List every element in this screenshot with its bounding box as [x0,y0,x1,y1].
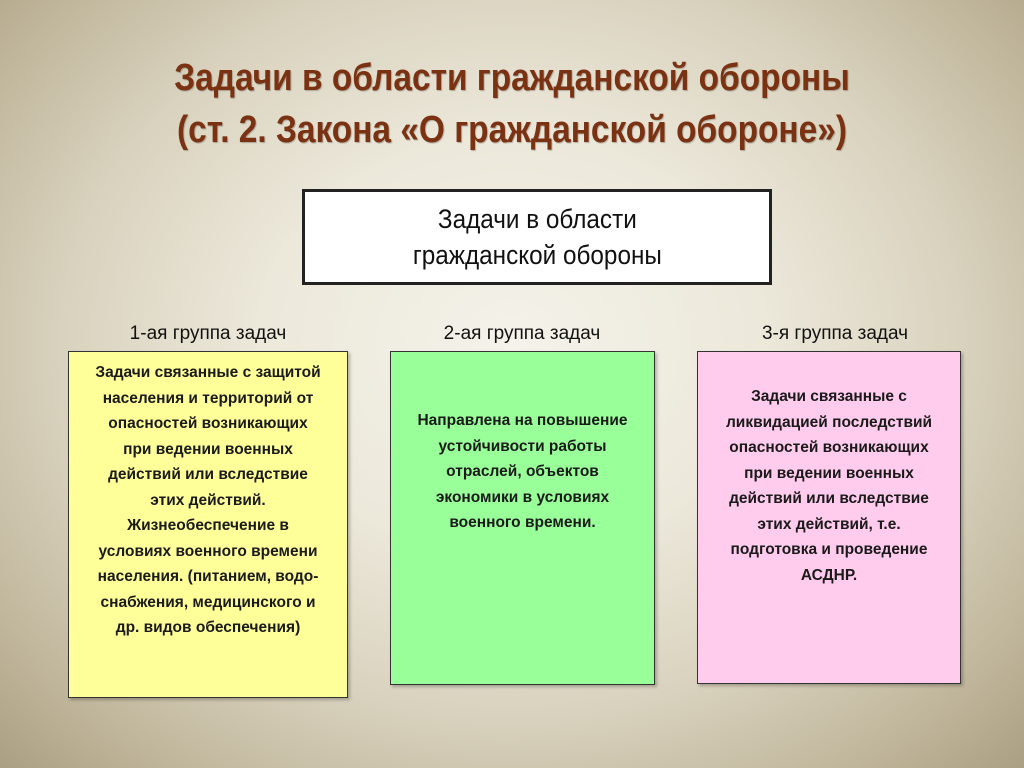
group-1-line: этих действий. [150,491,266,509]
main-concept-line-1: Задачи в области [437,204,637,234]
group-2-label: 2-ая группа задач [443,323,601,344]
group-1-line: действий или вследствие [108,466,308,483]
group-3-line: подготовка и проведение [730,541,928,558]
group-3-card [697,351,961,684]
group-3-line: АСДНР. [800,566,858,584]
group-2-line: военного времени. [449,514,596,531]
group-3-line: опасностей возникающих [729,439,929,456]
main-concept-line-2: гражданской обороны [412,240,662,270]
group-3-line: этих действий, т.е. [757,515,901,533]
main-concept-box [302,189,772,285]
slide-title [61,52,962,156]
group-1-card [68,351,348,698]
group-2-card [390,351,655,685]
group-3-line: при ведении военных [744,464,914,482]
group-2-line: устойчивости работы [438,437,607,455]
slide-title-line-2: (ст. 2. Закона «О гражданской обороне») [177,109,847,151]
group-3-line: ликвидацией последствий [725,413,933,431]
group-1-line: условиях военного времени [98,542,318,560]
group-1-line: Жизнеобеспечение в [127,517,289,534]
slide-title-line-1: Задачи в области гражданской обороны [174,57,850,99]
group-2-line: Направлена на повышение [417,412,628,429]
group-3-label: 3-я группа задач [761,323,909,344]
group-3-line: действий или вследствие [729,490,929,507]
group-1-line: снабжения, медицинского и [100,593,316,611]
group-1-line: Задачи связанные с защитой [95,364,321,381]
group-1-line: населения. (питанием, водо- [97,568,319,585]
group-1-line: при ведении военных [123,440,293,458]
group-1-line: др. видов обеспечения) [115,619,301,636]
group-3-line: Задачи связанные с [751,388,907,405]
group-2-line: отраслей, объектов [446,463,599,480]
group-1-line: населения и территорий от [102,389,314,407]
group-1-line: опасностей возникающих [108,415,308,432]
group-1-label: 1-ая группа задач [129,323,287,344]
group-2-line: экономики в условиях [435,488,610,506]
